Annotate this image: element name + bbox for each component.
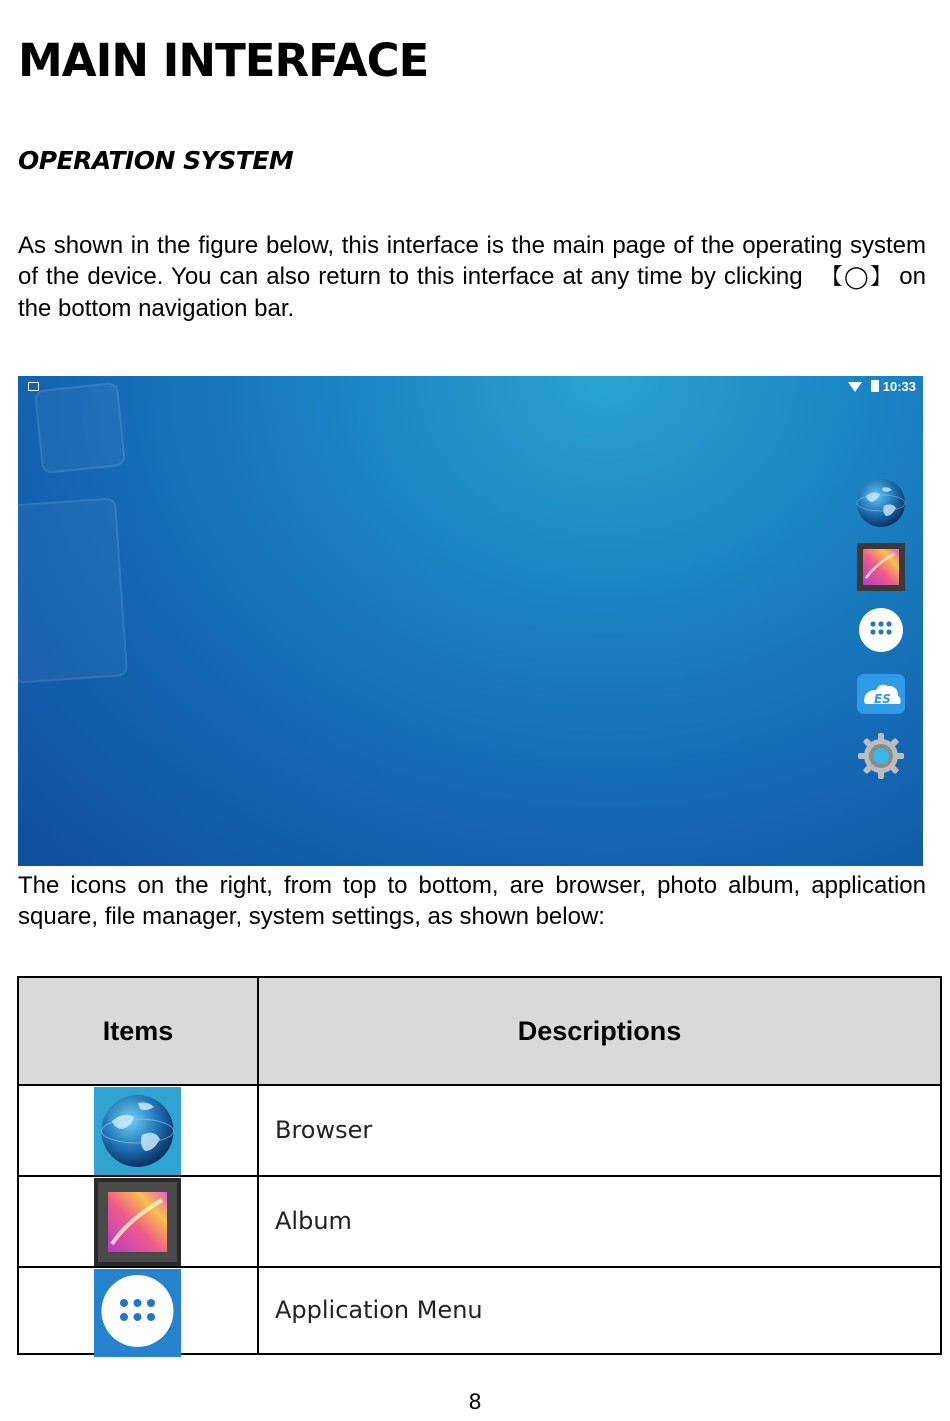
app-menu-icon[interactable] — [854, 603, 908, 657]
home-button-symbol: 【◯】 — [820, 265, 894, 290]
page-title: MAIN INTERFACE — [18, 34, 429, 87]
intro-paragraph — [18, 230, 926, 324]
file-manager-icon[interactable] — [854, 666, 908, 720]
table-header-row — [19, 978, 940, 1086]
table-row — [19, 1177, 940, 1268]
status-bar — [18, 376, 923, 398]
row-description: Album — [275, 1207, 352, 1235]
column-divider — [257, 978, 259, 1353]
intro-text-end: on the bottom navigation bar. — [18, 263, 926, 322]
browser-icon[interactable] — [854, 476, 908, 530]
section-subtitle: OPERATION SYSTEM — [18, 146, 294, 175]
app-menu-icon — [94, 1269, 181, 1357]
settings-icon[interactable] — [854, 729, 908, 783]
row-description: Application Menu — [275, 1296, 483, 1324]
page-number: 8 — [468, 1390, 482, 1414]
row-description: Browser — [275, 1116, 373, 1144]
icons-table — [17, 976, 942, 1355]
notification-image-icon — [28, 382, 39, 391]
header-descriptions: Descriptions — [517, 1016, 682, 1046]
browser-icon — [94, 1087, 181, 1175]
status-time: 10:33 — [882, 379, 916, 394]
header-items: Items — [102, 1016, 174, 1046]
device-home-screenshot — [18, 376, 923, 866]
table-row — [19, 1268, 940, 1355]
photo-album-icon[interactable] — [854, 540, 908, 594]
icons-paragraph: The icons on the right, from top to bottom, are browser, photo album, application square, file manager, system settings, as shown below: — [18, 872, 926, 930]
battery-icon — [871, 380, 879, 392]
photo-album-icon — [94, 1178, 181, 1266]
table-row — [19, 1086, 940, 1177]
svg-text:ES: ES — [874, 692, 891, 706]
wifi-icon — [848, 382, 862, 392]
wallpaper-decoration — [18, 497, 128, 684]
intro-text: As shown in the figure below, this interface is the main page of the operating system of the device. You can also return to this interface at any time by clicking — [18, 232, 926, 290]
